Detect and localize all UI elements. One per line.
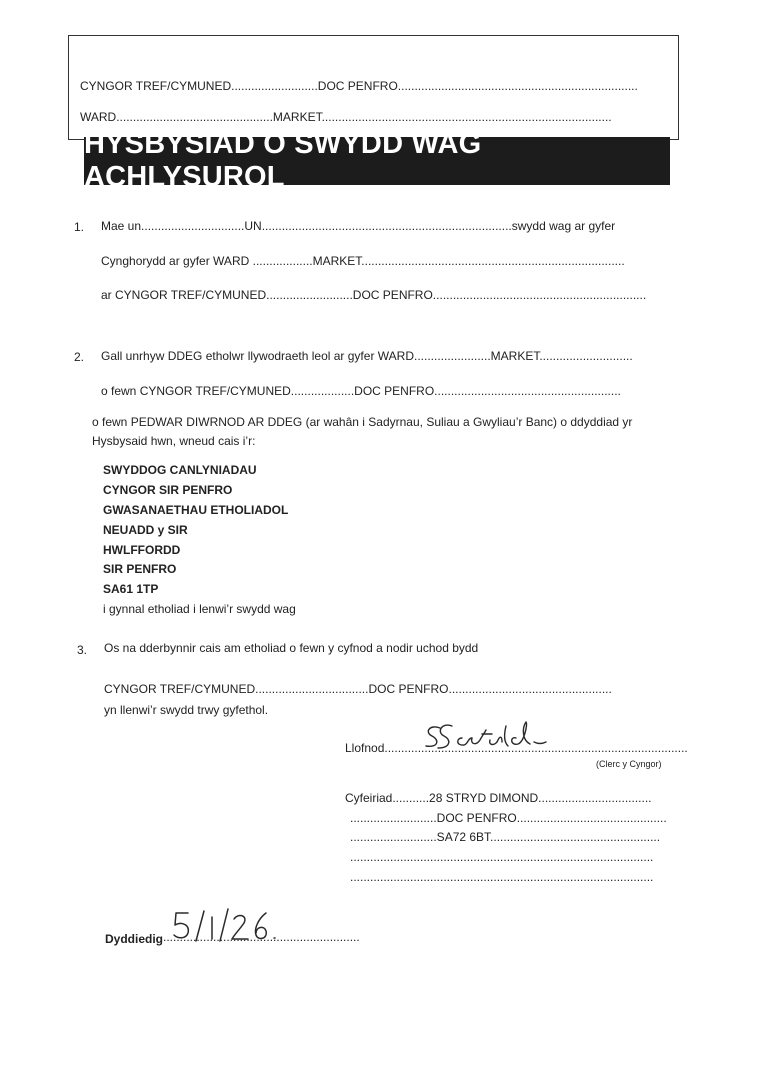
handwritten-date	[168, 905, 288, 947]
reference-line: ...........................................................................................	[350, 850, 654, 864]
notice-title-banner: HYSBYSIAD O SWYDD WAG ACHLYSUROL	[84, 137, 670, 185]
header-council-line: CYNGOR TREF/CYMUNED..........................DOC PENFRO........................................................................	[80, 79, 638, 93]
section1-line3: ar CYNGOR TREF/CYMUNED..........................DOC PENFRO................................................................	[101, 288, 647, 302]
address-line: SWYDDOG CANLYNIADAU	[103, 463, 257, 477]
section2-number: 2.	[74, 350, 85, 364]
section2-closing: i gynnal etholiad i lenwi’r swydd wag	[103, 602, 296, 616]
reference-line: ..........................DOC PENFRO.............................................	[350, 811, 667, 825]
signature-role: (Clerc y Cyngor)	[596, 759, 662, 769]
reference-line: Cyfeiriad...........28 STRYD DIMOND..................................	[345, 791, 652, 805]
address-line: SA61 1TP	[103, 582, 159, 596]
address-line: HWLFFORDD	[103, 543, 181, 557]
section2-line3: o fewn PEDWAR DIWRNOD AR DDEG (ar wahân i Sadyrnau, Suliau a Gwyliau’r Banc) o ddyddiad yr	[92, 415, 633, 429]
reference-line: ...........................................................................................	[350, 870, 654, 884]
address-line: SIR PENFRO	[103, 562, 177, 576]
section3-line3: yn llenwi’r swydd trwy gyfethol.	[104, 703, 269, 717]
reference-line: ..........................SA72 6BT...................................................	[350, 830, 661, 844]
section2-line1: Gall unrhyw DDEG etholwr llywodraeth leol ar gyfer WARD.......................MARKET............................	[101, 349, 633, 363]
section3-line1: Os na dderbynnir cais am etholiad o fewn y cyfnod a nodir uchod bydd	[104, 641, 479, 655]
address-line: GWASANAETHAU ETHOLIADOL	[103, 503, 289, 517]
section2-line4: Hysbysaid hwn, wneud cais i’r:	[92, 434, 256, 448]
section3-line2: CYNGOR TREF/CYMUNED..................................DOC PENFRO.................................................	[104, 682, 612, 696]
address-line: NEUADD y SIR	[103, 523, 188, 537]
handwritten-signature	[418, 718, 568, 758]
section3-number: 3.	[77, 643, 88, 657]
date-label: Dyddiedig	[105, 932, 164, 946]
section1-line2: Cynghorydd ar gyfer WARD ..................MARKET...............................................................................	[101, 254, 625, 268]
signature-label: Llofnod...........................................................................................	[345, 741, 688, 755]
section2-line2: o fewn CYNGOR TREF/CYMUNED...................DOC PENFRO........................................................	[101, 384, 621, 398]
address-line: CYNGOR SIR PENFRO	[103, 483, 233, 497]
header-ward-line: WARD...............................................MARKET.......................................................................................	[80, 110, 612, 124]
date-dots: ...........................................................	[163, 930, 360, 944]
section1-number: 1.	[74, 220, 85, 234]
section1-line1: Mae un...............................UN...........................................................................swydd wag ar gyfer	[101, 219, 616, 233]
